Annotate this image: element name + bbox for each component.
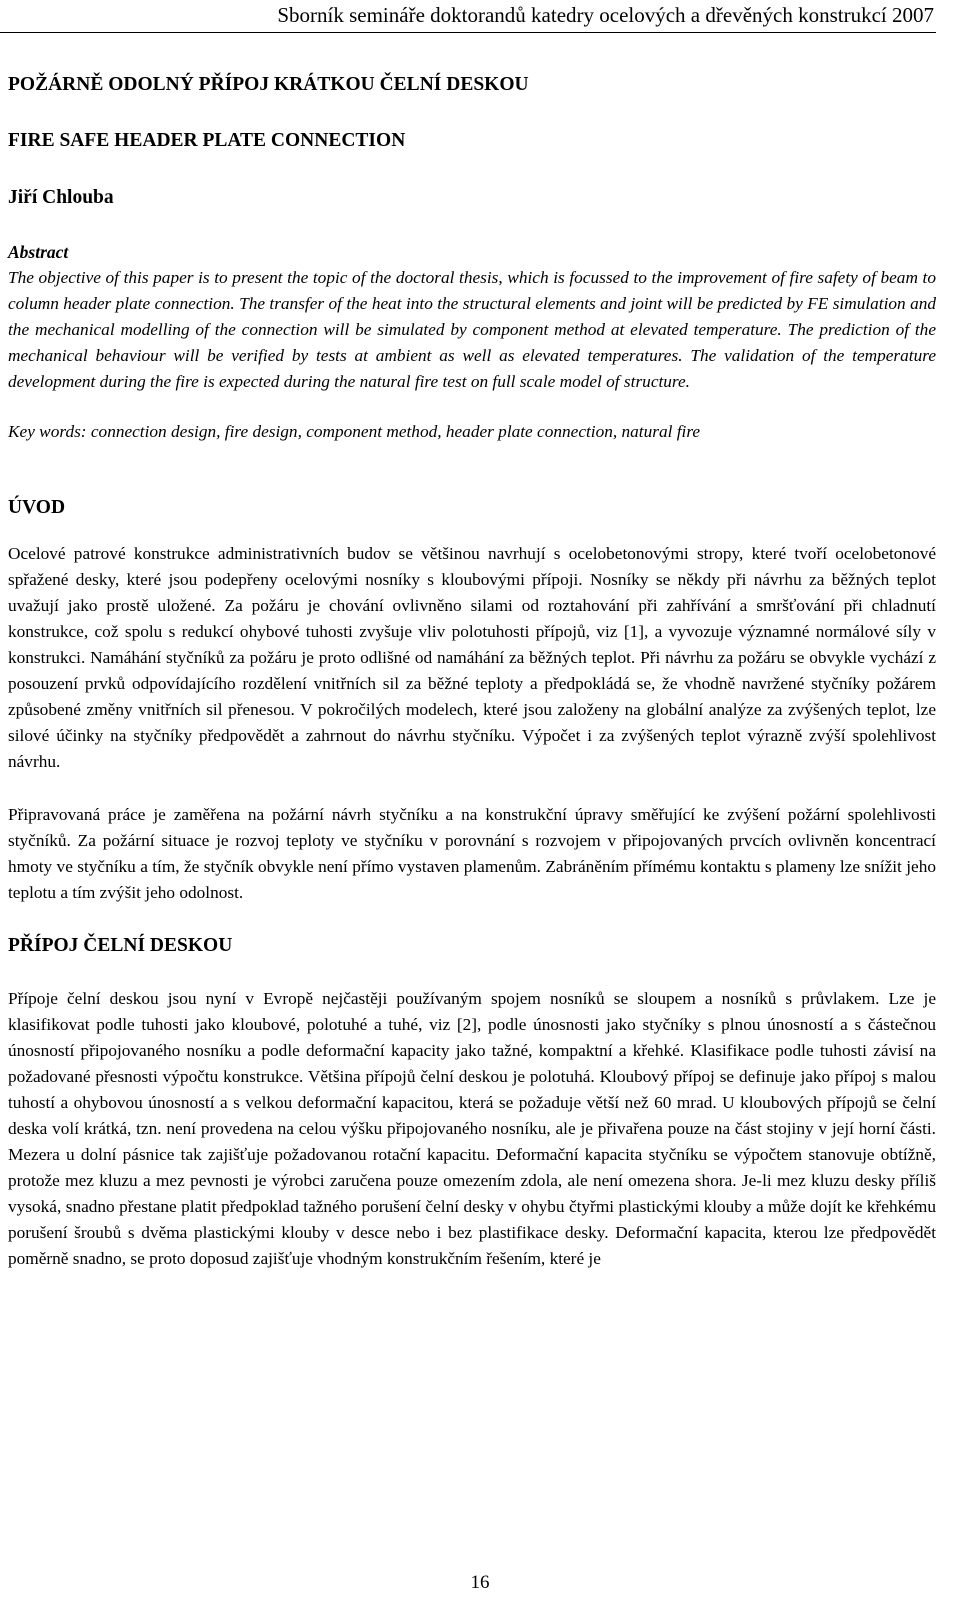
page-number: 16 <box>470 1572 490 1593</box>
author: Jiří Chlouba <box>8 187 114 208</box>
keywords: Key words: connection design, fire design, component method, header plate connection, natural fire <box>8 422 701 441</box>
title-english: FIRE SAFE HEADER PLATE CONNECTION <box>8 130 406 151</box>
abstract-text: The objective of this paper is to present the topic of the doctoral thesis, which is focussed to the improvement of fire safety of beam to column header plate connection. The transfer of the heat into the structural elements and joint will be predicted by FE simulation and the mechanical modelling of the connection will be simulated by component method at elevated temperature. The prediction of the mechanical behaviour will be verified by tests at ambient as well as elevated temperatures. The validation of the temperature development during the fire is expected during the natural fire test on full scale model of structure. <box>8 268 936 391</box>
header-rule <box>0 32 936 33</box>
running-header: Sborník semináře doktorandů katedry ocelových a dřevěných konstrukcí 2007 <box>277 3 934 27</box>
pripoj-paragraph-1: Přípoje čelní deskou jsou nyní v Evropě nejčastěji používaným spojem nosníků se sloupem a nosníků s průvlakem. Lze je klasifikovat podle tuhosti jako kloubové, polotuhé a tuhé, viz [2], podle únosnosti jako styčníky s plnou únosností a s částečnou únosností připojovaného nosníku a podle deformační kapacity jako tažné, kompaktní a křehké. Klasifikace podle tuhosti závisí na požadované přesnosti výpočtu konstrukce. Většina přípojů čelní deskou je polotuhá. Kloubový přípoj se definuje jako přípoj s malou tuhostí a ohybovou únosností a s velkou deformační kapacitou, která se požaduje větší než 60 mrad. U kloubových přípojů se čelní deska volí krátká, tzn. není provedena na celou výšku připojovaného nosníku, ale je přivařena pouze na část stojiny v její horní části. Mezera u dolní pásnice tak zajišťuje požadovanou rotační kapacitu. Deformační kapacita styčníku se výpočtem stanovuje obtížně, protože mez kluzu a mez pevnosti je výrobci zaručena pouze omezením zdola, ale není omezena shora. Je-li mez kluzu desky příliš vysoká, snadno přestane platit předpoklad tažného porušení čelní desky v ohybu čtyřmi plastickými klouby a může dojít ke křehkému porušení šroubů s dvěma plastickými klouby v desce nebo i bez plastifikace desky. Deformační kapacita, kterou lze předpovědět poměrně snadno, se proto doposud zajišťuje vhodným konstrukčním řešením, které je <box>8 989 936 1268</box>
uvod-paragraph-2: Připravovaná práce je zaměřena na požární návrh styčníku a na konstrukční úpravy směřující ke zvýšení požární spolehlivosti styčníků. Za požární situace je rozvoj teploty ve styčníku v porovnání s rozvojem v připojovaných prvcích ovlivněn koncentrací hmoty ve styčníku a tím, že styčník obvykle není přímo vystaven plamenům. Zabráněním přímému kontaktu s plameny lze snížit jeho teplotu a tím zvýšit jeho odolnost. <box>8 805 936 902</box>
section-heading-pripoj: PŘÍPOJ ČELNÍ DESKOU <box>8 935 233 956</box>
uvod-paragraph-1: Ocelové patrové konstrukce administrativních budov se většinou navrhují s ocelobetonovými stropy, které tvoří ocelobetonové spřažené desky, které jsou podepřeny ocelovými nosníky s kloubovými přípoji. Nosníky se někdy při návrhu za běžných teplot uvažují jako prostě uložené. Za požáru je chování ovlivněno silami od roztahování při zahřívání a smršťování při chladnutí konstrukce, což spolu s redukcí ohybové tuhosti zvyšuje vliv polotuhosti přípojů, viz [1], a vyvozuje významné normálové síly v konstrukci. Namáhání styčníků za požáru je proto odlišné od namáhání za běžných teplot. Při návrhu za požáru se obvykle vychází z posouzení prvků odpovídajícího rozdělení vnitřních sil za běžné teploty a předpokládá se, že vhodně navržené styčníky požárem způsobené změny vnitřních sil přenesou. V pokročilých modelech, které jsou založeny na globální analýze za zvýšených teplot, lze silové účinky na styčníky předpovědět a zahrnout do návrhu styčníku. Výpočet i za zvýšených teplot výrazně zvýší spolehlivost návrhu. <box>8 544 936 771</box>
abstract-heading: Abstract <box>8 242 69 262</box>
paper-body <box>8 66 936 1272</box>
section-heading-uvod: ÚVOD <box>8 497 66 518</box>
title-czech: POŽÁRNĚ ODOLNÝ PŘÍPOJ KRÁTKOU ČELNÍ DESKOU <box>8 74 529 95</box>
